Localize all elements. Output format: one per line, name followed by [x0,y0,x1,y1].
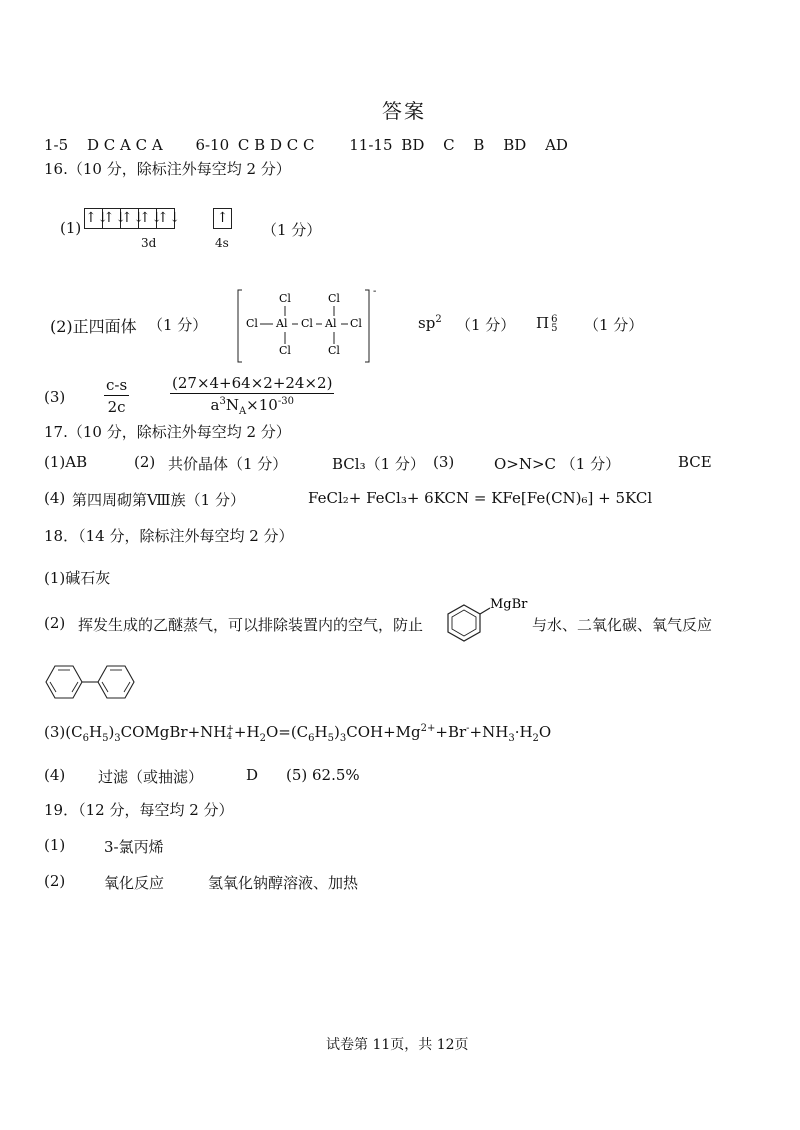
q19-part1-label: (1) [44,836,66,854]
structure-cl: Cl [301,317,313,330]
q18-part4-text: 过滤（或抽滤） [98,768,204,786]
fraction-2-numerator: (27×4+64×2+24×2) [172,374,333,392]
q17-part2-text: 共价晶体（1 分） [168,455,288,473]
q17-bcl3: BCl₃（1 分） [332,455,425,473]
q16-part2-shape: 正四面体 [72,317,137,336]
den-n: N [225,396,239,414]
mcq-group2-label: 6-10 [195,136,230,154]
q18-part3-equation: $(C_6H_5)_3COMgBr+NH$ + 4 $+H_2O=(C_6H_5)_3COH+Mg^{2+}+Br^-+NH_3\cdot H_2O$ [65,723,552,744]
q18-part2-label: (2) [44,614,66,632]
q18-part2-text-a: 挥发生成的乙醚蒸气，可以排除装置内的空气，防止 [78,616,424,634]
orbital-3d-boxes [84,208,181,229]
q16-part3-label: (3) [44,388,66,406]
q16-header: 16.（10 分，除标注外每空均 2 分） [44,160,291,178]
orbital-box: ↑↓ [157,210,181,226]
q17-part3-label: (3) [433,453,455,471]
mgbr-label: MgBr [490,597,528,612]
page-footer: 试卷第 11页，共 12页 [326,1037,469,1053]
q18-part1: (1)碱石灰 [44,569,111,587]
mcq-group1-answers: D C A C A [86,136,163,154]
orbital-box: ↑↓ [85,210,109,226]
q16-part2-label [50,314,137,337]
page-title: 答案 [382,99,426,123]
al2cl7-structure [232,284,382,366]
mcq-group3-label: 11-15 [349,136,393,154]
orbital-box: ↑↓ [121,210,145,226]
structure-cl: Cl [350,317,362,330]
q16-part1-label: (1) [60,219,82,237]
q16-part1-score: （1 分） [262,221,322,239]
pi-bond [536,314,557,333]
q18-header: 18．（14 分，除标注外每空均 2 分） [44,527,294,545]
hybridization-sup: 2 [435,314,442,325]
structure-al: Al [276,317,288,330]
hybridization [418,314,442,332]
structure-cl: Cl [279,344,291,357]
fraction-1-denominator: 2c [107,398,126,416]
pi-sub: 5 [551,323,558,334]
q18-part3-label: (3) [44,723,66,741]
structure-cl: Cl [279,292,291,305]
q17-part2-label: (2) [134,453,156,471]
q19-part2-text2: 氢氧化钠醇溶液、加热 [208,874,359,892]
q19-part2-text1: 氧化反应 [104,874,165,892]
q17-part3-text: O>N>C （1 分） [494,455,621,473]
q19-part1-text: 3-氯丙烯 [104,838,164,856]
mcq-group1-label: 1-5 [44,136,69,154]
orbital-box: ↑↓ [103,210,127,226]
orbital-3d-label: 3d [141,236,157,250]
den-a: a [210,396,220,414]
q18-part5: (5) 62.5% [286,766,360,784]
q16-part2-score1: （1 分） [148,316,208,334]
biphenyl-structure [40,660,142,704]
mcq-group3-answer-4: BD [503,136,527,154]
den-tail: ×10 [246,396,278,414]
structure-al: Al [325,317,337,330]
q17-part3-answer: BCE [678,453,712,471]
den-exp: -30 [277,396,294,407]
den-n-sub: A [238,406,247,417]
orbital-box: ↑ [216,210,229,226]
q16-part2-score3: （1 分） [584,316,644,334]
mcq-answers [44,136,568,154]
q18-part2-text-b: 与水、二氧化碳、氧气反应 [532,616,713,634]
mcq-group3-answer-2: C [443,136,455,154]
q17-part1: (1)AB [44,453,88,471]
fraction-2-denominator [210,394,293,417]
q17-part4-label: (4) [44,489,66,507]
den-a-sup: 3 [219,396,226,407]
fraction-2 [170,374,334,417]
q17-equation: FeCl₂+ FeCl₃+ 6KCN = KFe[Fe(CN)₆] + 5KCl [308,489,653,507]
hybridization-base: sp [418,314,436,332]
q18-part4-label: (4) [44,766,66,784]
pi-sup: 6 [551,314,558,325]
q18-part4-answer: D [246,766,259,784]
phenylmagnesium-bromide-structure [440,592,532,648]
q18-part3 [44,723,551,744]
structure-cl: Cl [328,344,340,357]
mcq-group3-answer-1: BD [401,136,425,154]
pi-symbol: Π [536,314,550,332]
q16-part2-num: (2) [50,317,73,336]
q19-header: 19．（12 分，每空均 2 分） [44,801,234,819]
structure-cl: Cl [246,317,258,330]
structure-charge: - [373,286,377,297]
fraction-1-numerator: c-s [106,376,128,394]
q17-header: 17.（10 分，除标注外每空均 2 分） [44,423,291,441]
mcq-group2-answers: C B D C C [237,136,315,154]
orbital-4s-label: 4s [215,236,229,250]
q17-part4-text: 第四周砌第Ⅷ族（1 分） [72,491,245,509]
fraction-1 [104,376,129,416]
orbital-box: ↑↓ [139,210,163,226]
mcq-group3-answer-5: AD [545,136,568,154]
q19-part2-label: (2) [44,872,66,890]
structure-cl: Cl [328,292,340,305]
q16-part2-score2: （1 分） [456,316,516,334]
mcq-group3-answer-3: B [473,136,485,154]
orbital-4s-boxes [213,208,232,229]
